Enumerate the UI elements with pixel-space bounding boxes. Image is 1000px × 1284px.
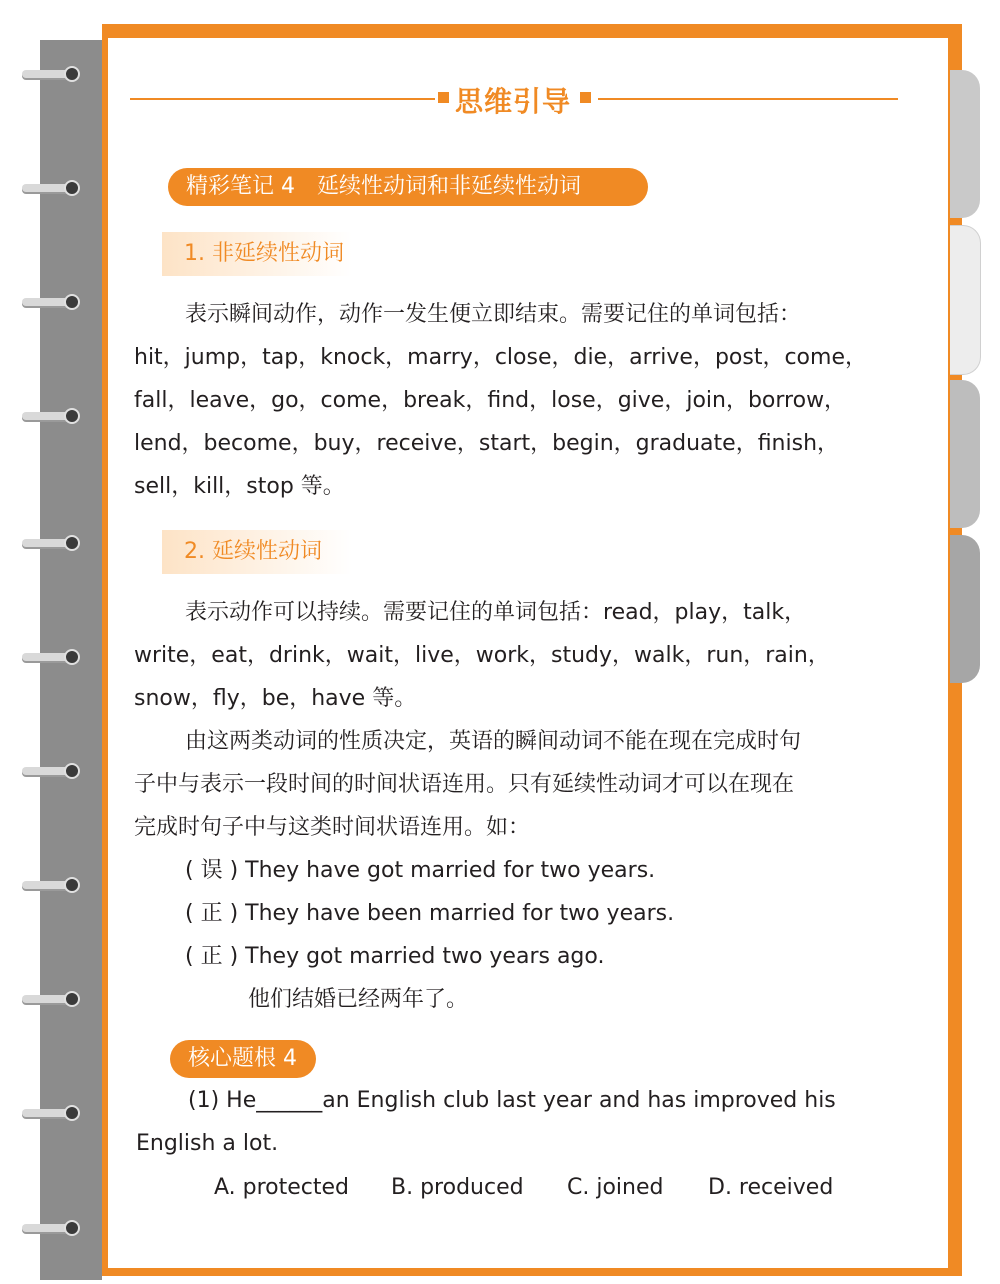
- binder-ring: [22, 408, 78, 424]
- binder-ring: [22, 535, 78, 551]
- question-stem-cont: English a lot.: [136, 1131, 279, 1156]
- section-heading-durative: 2. 延续性动词: [162, 530, 352, 574]
- question-badge: 核心题根 4: [170, 1040, 316, 1078]
- section2-line: write，eat，drink，wait，live，work，study，walk，run，rain，: [134, 643, 830, 668]
- question-stem: (1) He______an English club last year and has improved his: [188, 1088, 836, 1113]
- note-badge: 精彩笔记 4 延续性动词和非延续性动词: [168, 168, 648, 206]
- binder-ring: [22, 294, 78, 310]
- option-d[interactable]: D. received: [708, 1175, 834, 1200]
- option-c[interactable]: C. joined: [567, 1175, 664, 1200]
- binder-ring: [22, 877, 78, 893]
- binder-ring: [22, 763, 78, 779]
- title-rule-right: [598, 98, 898, 100]
- side-tab-3[interactable]: [950, 380, 980, 528]
- page-title: 思维引导: [455, 85, 572, 118]
- explanation-line: 完成时句子中与这类时间状语连用。如：: [134, 815, 531, 840]
- title-rule-left: [130, 98, 435, 100]
- title-square-left: [438, 92, 449, 103]
- side-tab-1[interactable]: [950, 70, 980, 218]
- section1-line: sell，kill，stop 等。: [134, 474, 345, 499]
- binder-ring: [22, 1105, 78, 1121]
- section1-line: lend，become，buy，receive，start，begin，graduate，finish，: [134, 431, 840, 456]
- example-right-1: ( 正 ) They have been married for two years.: [185, 901, 675, 926]
- section2-line: snow，fly，be，have 等。: [134, 686, 417, 711]
- explanation-line: 子中与表示一段时间的时间状语连用。只有延续性动词才可以在现在: [134, 772, 795, 797]
- explanation-line: 由这两类动词的性质决定，英语的瞬间动词不能在现在完成时句: [185, 729, 802, 754]
- section1-line: 表示瞬间动作，动作一发生便立即结束。需要记住的单词包括：: [185, 302, 802, 327]
- section-heading-nondurative: 1. 非延续性动词: [162, 232, 352, 276]
- side-tab-2[interactable]: [950, 225, 981, 375]
- example-translation: 他们结婚已经两年了。: [248, 987, 469, 1012]
- option-a[interactable]: A. protected: [214, 1175, 350, 1200]
- binder-ring: [22, 991, 78, 1007]
- example-wrong: ( 误 ) They have got married for two years.: [185, 858, 656, 883]
- binder-ring: [22, 1220, 78, 1236]
- section1-line: fall，leave，go，come，break，find，lose，give，join，borrow，: [134, 388, 847, 413]
- title-square-right: [580, 92, 591, 103]
- example-right-2: ( 正 ) They got married two years ago.: [185, 944, 605, 969]
- option-b[interactable]: B. produced: [391, 1175, 524, 1200]
- binder-ring: [22, 649, 78, 665]
- binder-ring: [22, 66, 78, 82]
- section2-line: 表示动作可以持续。需要记住的单词包括：read，play，talk，: [185, 600, 807, 625]
- side-tab-4[interactable]: [950, 535, 980, 683]
- section1-line: hit，jump，tap，knock，marry，close，die，arrive，post，come，: [134, 345, 867, 370]
- binder-ring: [22, 180, 78, 196]
